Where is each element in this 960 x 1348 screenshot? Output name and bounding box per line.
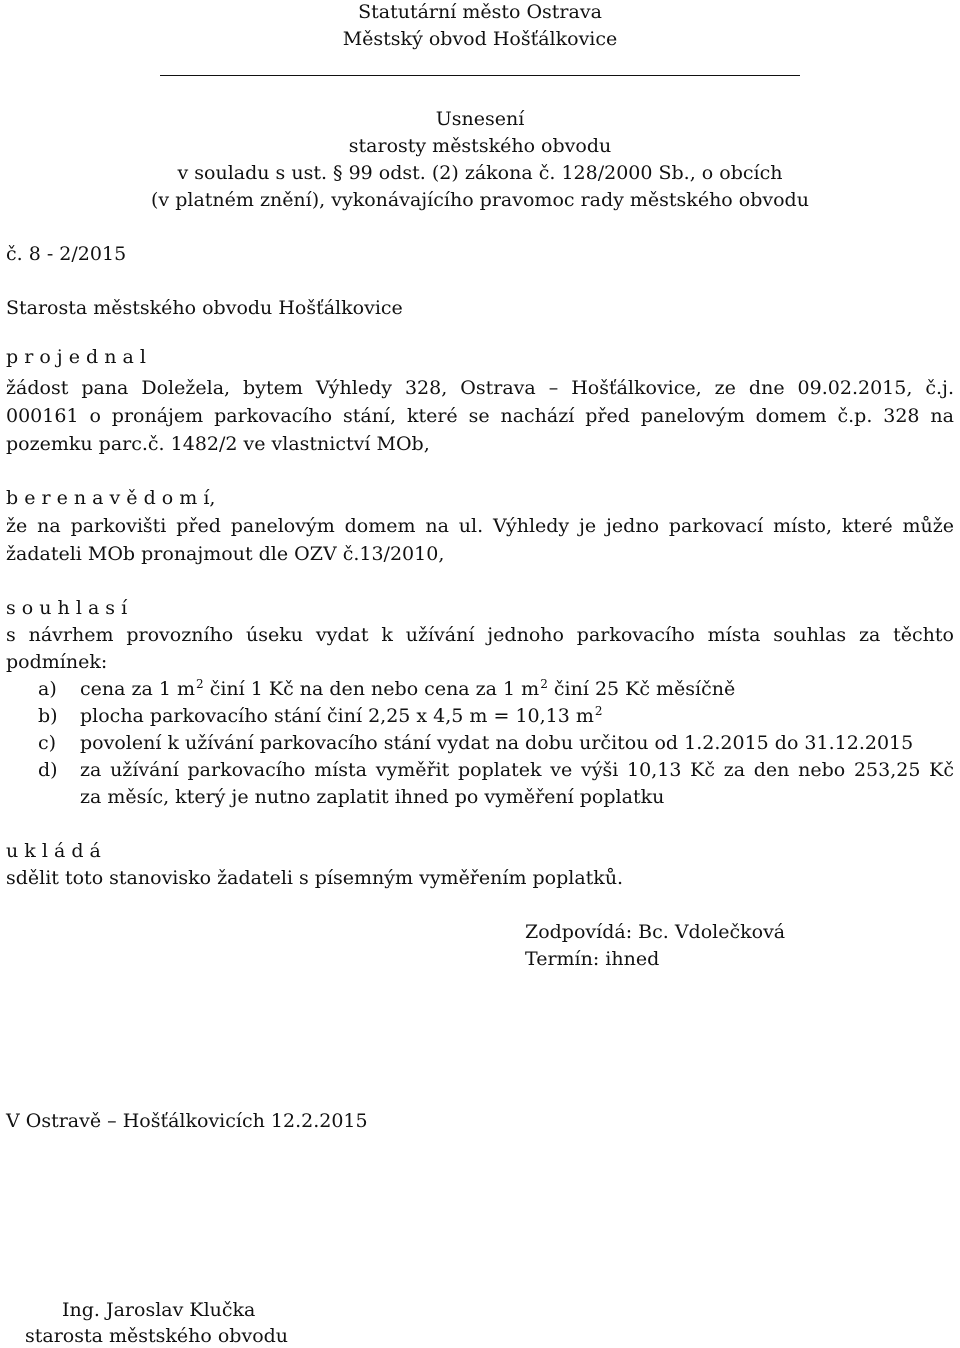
signatory-role: starosta městského obvodu bbox=[25, 1325, 289, 1347]
bere-na-vedomi-heading: b e r e n a v ě d o m í, bbox=[6, 487, 216, 509]
item-c-letter: c) bbox=[38, 732, 57, 754]
item-d-line-2: za měsíc, který je nutno zaplatit ihned po vyměření poplatku bbox=[80, 786, 665, 808]
bere-line-2: žadateli MOb pronajmout dle OZV č.13/2010, bbox=[6, 543, 445, 565]
place-date: V Ostravě – Hošťálkovicích 12.2.2015 bbox=[6, 1110, 368, 1132]
title-line-3: v souladu s ust. § 99 odst. (2) zákona č. 128/2000 Sb., o obcích bbox=[177, 162, 783, 184]
item-b-text: plocha parkovacího stání činí 2,25 x 4,5 m = 10,13 $m^2$ bbox=[80, 704, 603, 727]
actor-line: Starosta městského obvodu Hošťálkovice bbox=[6, 297, 403, 319]
document-title: Usnesení bbox=[435, 108, 525, 130]
header-city: Statutární město Ostrava bbox=[358, 1, 602, 23]
projednal-line-3: pozemku parc.č. 1482/2 ve vlastnictví MOb, bbox=[6, 433, 430, 455]
item-d-line-1: za užívání parkovacího místa vyměřit poplatek ve výši 10,13 Kč za den nebo 253,25 Kč bbox=[80, 759, 954, 781]
title-line-2: starosty městského obvodu bbox=[348, 135, 612, 157]
projednal-line-2: 000161 o pronájem parkovacího stání, které se nachází před panelovým domem č.p. 328 na bbox=[6, 405, 954, 427]
bere-line-1: že na parkovišti před panelovým domem na ul. Výhledy je jedno parkovací místo, které může bbox=[6, 515, 954, 537]
header-divider bbox=[160, 75, 800, 76]
uklada-heading: u k l á d á bbox=[6, 840, 101, 862]
item-c-text: povolení k užívání parkovacího stání vydat na dobu určitou od 1.2.2015 do 31.12.2015 bbox=[80, 732, 914, 754]
projednal-heading: p r o j e d n a l bbox=[6, 346, 146, 368]
uklada-text: sdělit toto stanovisko žadateli s písemným vyměřením poplatků. bbox=[6, 867, 624, 889]
projednal-line-1: žádost pana Doležela, bytem Výhledy 328, Ostrava – Hošťálkovice, ze dne 09.02.2015, č.j. bbox=[6, 377, 954, 399]
resolution-number: č. 8 - 2/2015 bbox=[6, 243, 127, 265]
termin-line: Termín: ihned bbox=[525, 948, 660, 970]
souhlasi-heading: s o u h l a s í bbox=[6, 597, 128, 619]
item-b-letter: b) bbox=[38, 705, 58, 727]
signatory-name: Ing. Jaroslav Klučka bbox=[62, 1299, 256, 1321]
souhlasi-intro-2: podmínek: bbox=[6, 651, 108, 673]
header-district: Městský obvod Hošťálkovice bbox=[342, 28, 618, 50]
zodpovida-line: Zodpovídá: Bc. Vdolečková bbox=[525, 921, 786, 943]
souhlasi-intro-1: s návrhem provozního úseku vydat k užívání jednoho parkovacího místa souhlas za těchto bbox=[6, 624, 954, 646]
item-a-text: cena za 1 $m^2$ činí 1 Kč na den nebo cena za 1 $m^2$ činí 25 Kč měsíčně bbox=[80, 677, 736, 700]
item-d-letter: d) bbox=[38, 759, 58, 781]
title-line-4: (v platném znění), vykonávajícího pravomoc rady městského obvodu bbox=[151, 189, 809, 211]
item-a-letter: a) bbox=[38, 678, 57, 700]
